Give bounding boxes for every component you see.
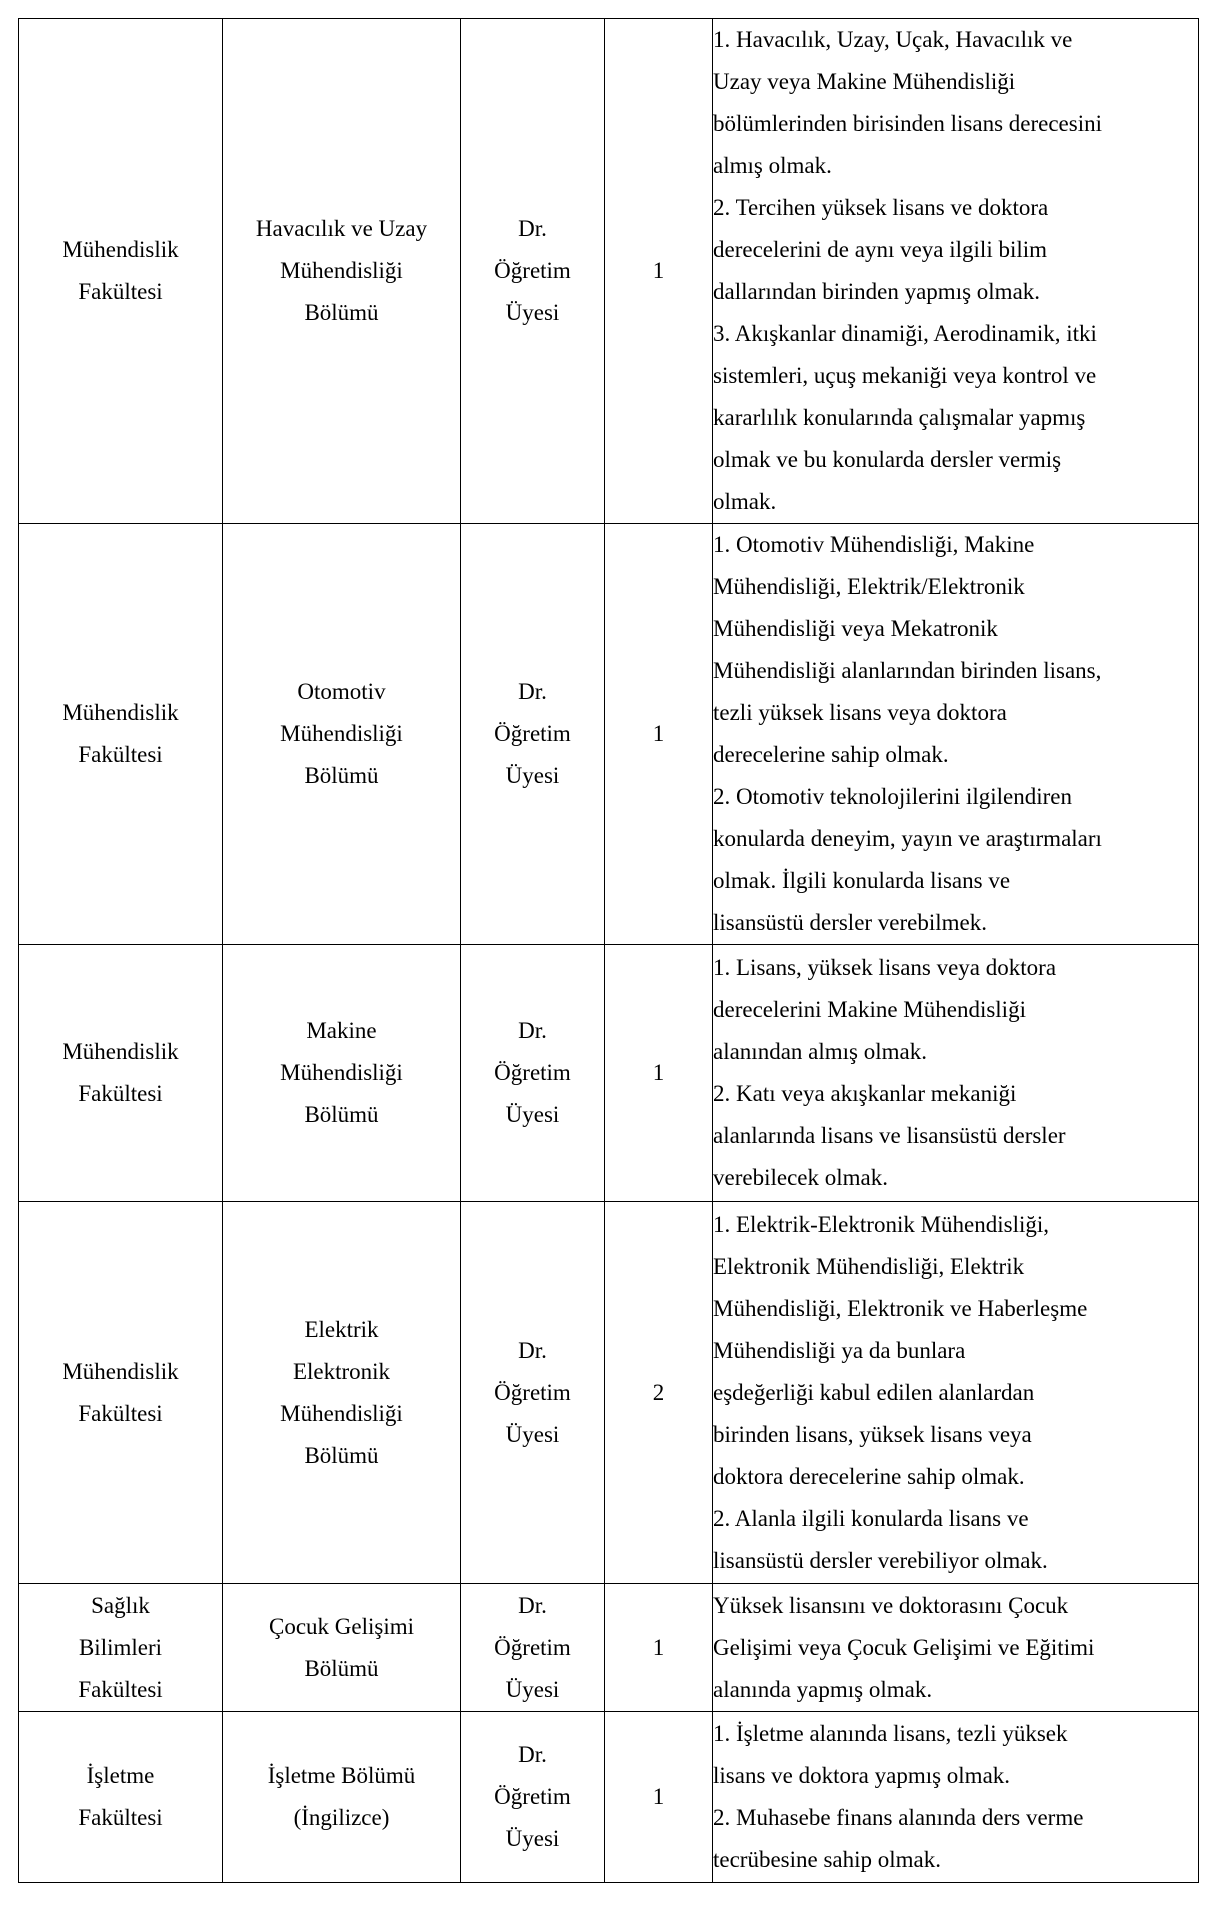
count-cell: 1 — [605, 1584, 713, 1712]
faculty-cell: Mühendislik Fakültesi — [19, 945, 223, 1202]
faculty-cell: İşletme Fakültesi — [19, 1712, 223, 1883]
requirements-cell: 1. Havacılık, Uzay, Uçak, Havacılık ve Uzay veya Makine Mühendisliği bölümlerinden birisinden lisans derecesini almış olmak. 2. Tercihen yüksek lisans ve doktora derecelerini de aynı veya ilgili bilim dallarından birinden yapmış olmak. 3. Akışkanlar dinamiği, Aerodinamik, itki sistemleri, uçuş mekaniği veya kontrol ve kararlılık konularında çalışmalar yapmış olmak ve bu konularda dersler vermiş olmak. — [713, 19, 1199, 524]
faculty-cell: Mühendislik Fakültesi — [19, 1202, 223, 1584]
title-cell: Dr. Öğretim Üyesi — [461, 1202, 605, 1584]
count-cell: 1 — [605, 524, 713, 945]
department-cell: Çocuk Gelişimi Bölümü — [223, 1584, 461, 1712]
department-cell: Havacılık ve Uzay Mühendisliği Bölümü — [223, 19, 461, 524]
table-row — [19, 524, 1199, 945]
requirements-cell: Yüksek lisansını ve doktorasını Çocuk Gelişimi veya Çocuk Gelişimi ve Eğitimi alanında yapmış olmak. — [713, 1584, 1199, 1712]
table-row — [19, 1202, 1199, 1584]
requirements-cell: 1. Otomotiv Mühendisliği, Makine Mühendisliği, Elektrik/Elektronik Mühendisliği veya Mekatronik Mühendisliği alanlarından birinden lisans, tezli yüksek lisans veya doktora derecelerine sahip olmak. 2. Otomotiv teknolojilerini ilgilendiren konularda deneyim, yayın ve araştırmaları olmak. İlgili konularda lisans ve lisansüstü dersler verebilmek. — [713, 524, 1199, 945]
table-row — [19, 945, 1199, 1202]
department-cell: İşletme Bölümü (İngilizce) — [223, 1712, 461, 1883]
requirements-cell: 1. Lisans, yüksek lisans veya doktora derecelerini Makine Mühendisliği alanından almış olmak. 2. Katı veya akışkanlar mekaniği alanlarında lisans ve lisansüstü dersler verebilecek olmak. — [713, 945, 1199, 1202]
title-cell: Dr. Öğretim Üyesi — [461, 524, 605, 945]
count-cell: 1 — [605, 945, 713, 1202]
title-cell: Dr. Öğretim Üyesi — [461, 1584, 605, 1712]
job-positions-table — [18, 18, 1199, 1883]
faculty-cell: Mühendislik Fakültesi — [19, 524, 223, 945]
department-cell: Elektrik Elektronik Mühendisliği Bölümü — [223, 1202, 461, 1584]
count-cell: 1 — [605, 1712, 713, 1883]
table-row — [19, 1712, 1199, 1883]
requirements-cell: 1. Elektrik-Elektronik Mühendisliği, Elektronik Mühendisliği, Elektrik Mühendisliği, Elektronik ve Haberleşme Mühendisliği ya da bunlara eşdeğerliği kabul edilen alanlardan birinden lisans, yüksek lisans veya doktora derecelerine sahip olmak. 2. Alanla ilgili konularda lisans ve lisansüstü dersler verebiliyor olmak. — [713, 1202, 1199, 1584]
title-cell: Dr. Öğretim Üyesi — [461, 945, 605, 1202]
department-cell: Makine Mühendisliği Bölümü — [223, 945, 461, 1202]
department-cell: Otomotiv Mühendisliği Bölümü — [223, 524, 461, 945]
title-cell: Dr. Öğretim Üyesi — [461, 1712, 605, 1883]
requirements-cell: 1. İşletme alanında lisans, tezli yüksek lisans ve doktora yapmış olmak. 2. Muhasebe finans alanında ders verme tecrübesine sahip olmak. — [713, 1712, 1199, 1883]
table-row — [19, 1584, 1199, 1712]
count-cell: 2 — [605, 1202, 713, 1584]
faculty-cell: Sağlık Bilimleri Fakültesi — [19, 1584, 223, 1712]
table-row — [19, 19, 1199, 524]
faculty-cell: Mühendislik Fakültesi — [19, 19, 223, 524]
count-cell: 1 — [605, 19, 713, 524]
title-cell: Dr. Öğretim Üyesi — [461, 19, 605, 524]
